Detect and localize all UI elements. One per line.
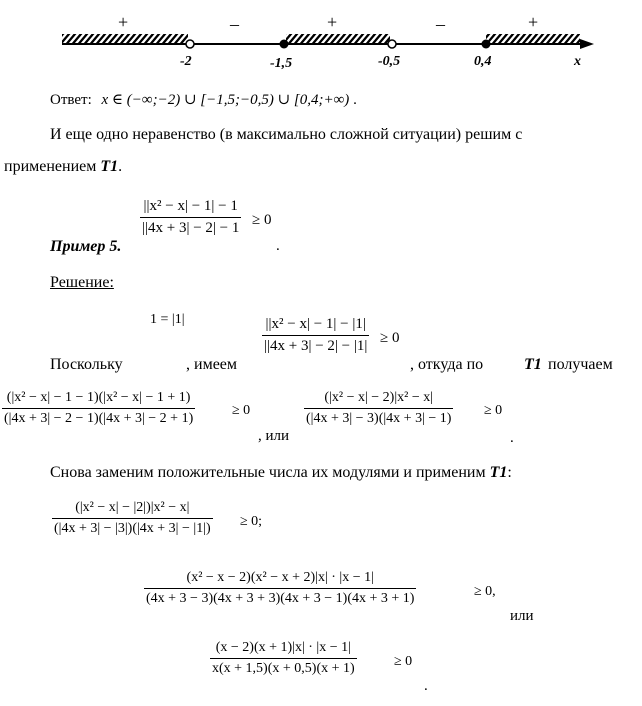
step1-numerator-2: (|x² − x| − 2)|x² − x| (324, 390, 434, 405)
answer-label: Ответ: (50, 92, 92, 108)
axis-var-label: x (574, 54, 581, 69)
intro-t1: T1 (100, 158, 119, 175)
example-label: Пример 5. (50, 238, 122, 255)
intro-line-2-end: . (118, 158, 123, 175)
sign-3: + (327, 12, 338, 32)
example-denominator: ||4x + 3| − 2| − 1 (140, 217, 241, 237)
answer-end: . (353, 92, 357, 108)
step1-numerator: (|x² − x| − 1 − 1)(|x² − x| − 1 + 1) (6, 390, 191, 405)
point-open-3 (388, 40, 396, 48)
since-numerator: ||x² − x| − 1| − |1| (265, 316, 366, 332)
step1-denominator: (|4x + 3| − 2 − 1)(|4x + 3| − 2 + 1) (2, 408, 195, 427)
since-whence: , откуда по (410, 356, 484, 373)
step3-or: или (510, 608, 534, 624)
step4-end: . (424, 678, 428, 694)
step1-or: , или (258, 428, 290, 444)
step1-relation-2: ≥ 0 (484, 403, 503, 418)
step1-end: . (510, 430, 514, 446)
step1-fraction-2 (304, 390, 453, 427)
example-relation: ≥ 0 (252, 212, 272, 228)
point-open-1 (186, 40, 194, 48)
since-get: получаем (548, 356, 613, 373)
step1-fraction (2, 390, 195, 427)
sign-2: – (230, 14, 239, 34)
step1-denominator-2: (|4x + 3| − 3)(|4x + 3| − 1) (304, 408, 453, 427)
since-fraction (262, 316, 369, 355)
one-equals-abs-one: 1 = |1| (150, 312, 185, 327)
step3-denominator: (4x + 3 − 3)(4x + 3 + 3)(4x + 3 − 1)(4x + 3 + 1) (144, 588, 416, 607)
hatch-region-2 (286, 34, 390, 43)
point-label-1: -2 (180, 54, 192, 69)
solution-label: Решение: (50, 274, 114, 291)
point-filled-2 (280, 40, 289, 49)
answer-expr: x ∈ (−∞;−2) ∪ [−1,5;−0,5) ∪ [0,4;+∞) (101, 92, 350, 108)
axis-arrow-icon (580, 39, 594, 49)
again-t1: T1 (489, 464, 508, 481)
example-numerator: ||x² − x| − 1| − 1 (143, 198, 238, 214)
step2-denominator: (|4x + 3| − |3|)(|4x + 3| − |1|) (52, 518, 213, 537)
example-end: . (276, 238, 280, 254)
intro-line-1: И еще одно неравенство (в максимально сложной ситуации) решим с (50, 126, 523, 143)
step4-relation: ≥ 0 (394, 654, 413, 669)
sign-1: + (118, 12, 129, 32)
again-line (50, 464, 512, 482)
point-label-2: -1,5 (270, 56, 293, 71)
number-line-svg (0, 0, 642, 80)
answer-line (50, 90, 357, 109)
step2-numerator: (|x² − x| − |2|)|x² − x| (75, 500, 190, 515)
since-relation: ≥ 0 (380, 330, 400, 346)
step3-numerator: (x² − x − 2)(x² − x + 2)|x| · |x − 1| (186, 570, 374, 585)
sign-5: + (528, 12, 539, 32)
step4-numerator: (x − 2)(x + 1)|x| · |x − 1| (215, 640, 351, 655)
step1-relation: ≥ 0 (232, 403, 251, 418)
point-label-4: 0,4 (474, 54, 492, 69)
since-word: Поскольку (50, 356, 123, 373)
step4-fraction (210, 640, 357, 677)
point-label-3: -0,5 (378, 54, 401, 69)
again-text: Снова заменим положительные числа их модулями и применим (50, 464, 490, 481)
point-filled-4 (482, 40, 491, 49)
since-we-have: , имеем (186, 356, 238, 373)
step4-denominator: x(x + 1,5)(x + 0,5)(x + 1) (210, 658, 357, 677)
step3-fraction (144, 570, 416, 607)
hatch-region-3 (486, 34, 580, 43)
sign-4: – (436, 14, 445, 34)
hatch-region-1 (62, 34, 188, 43)
again-end: : (507, 464, 512, 481)
step3-relation: ≥ 0, (474, 584, 496, 599)
step2-fraction (52, 500, 213, 537)
since-t1: T1 (524, 356, 542, 373)
example-fraction (140, 198, 241, 237)
intro-line-2-text: применением (4, 158, 101, 175)
intro-line-2 (4, 158, 122, 176)
step2-relation: ≥ 0; (240, 514, 263, 529)
since-denominator: ||4x + 3| − 2| − |1| (262, 335, 369, 355)
